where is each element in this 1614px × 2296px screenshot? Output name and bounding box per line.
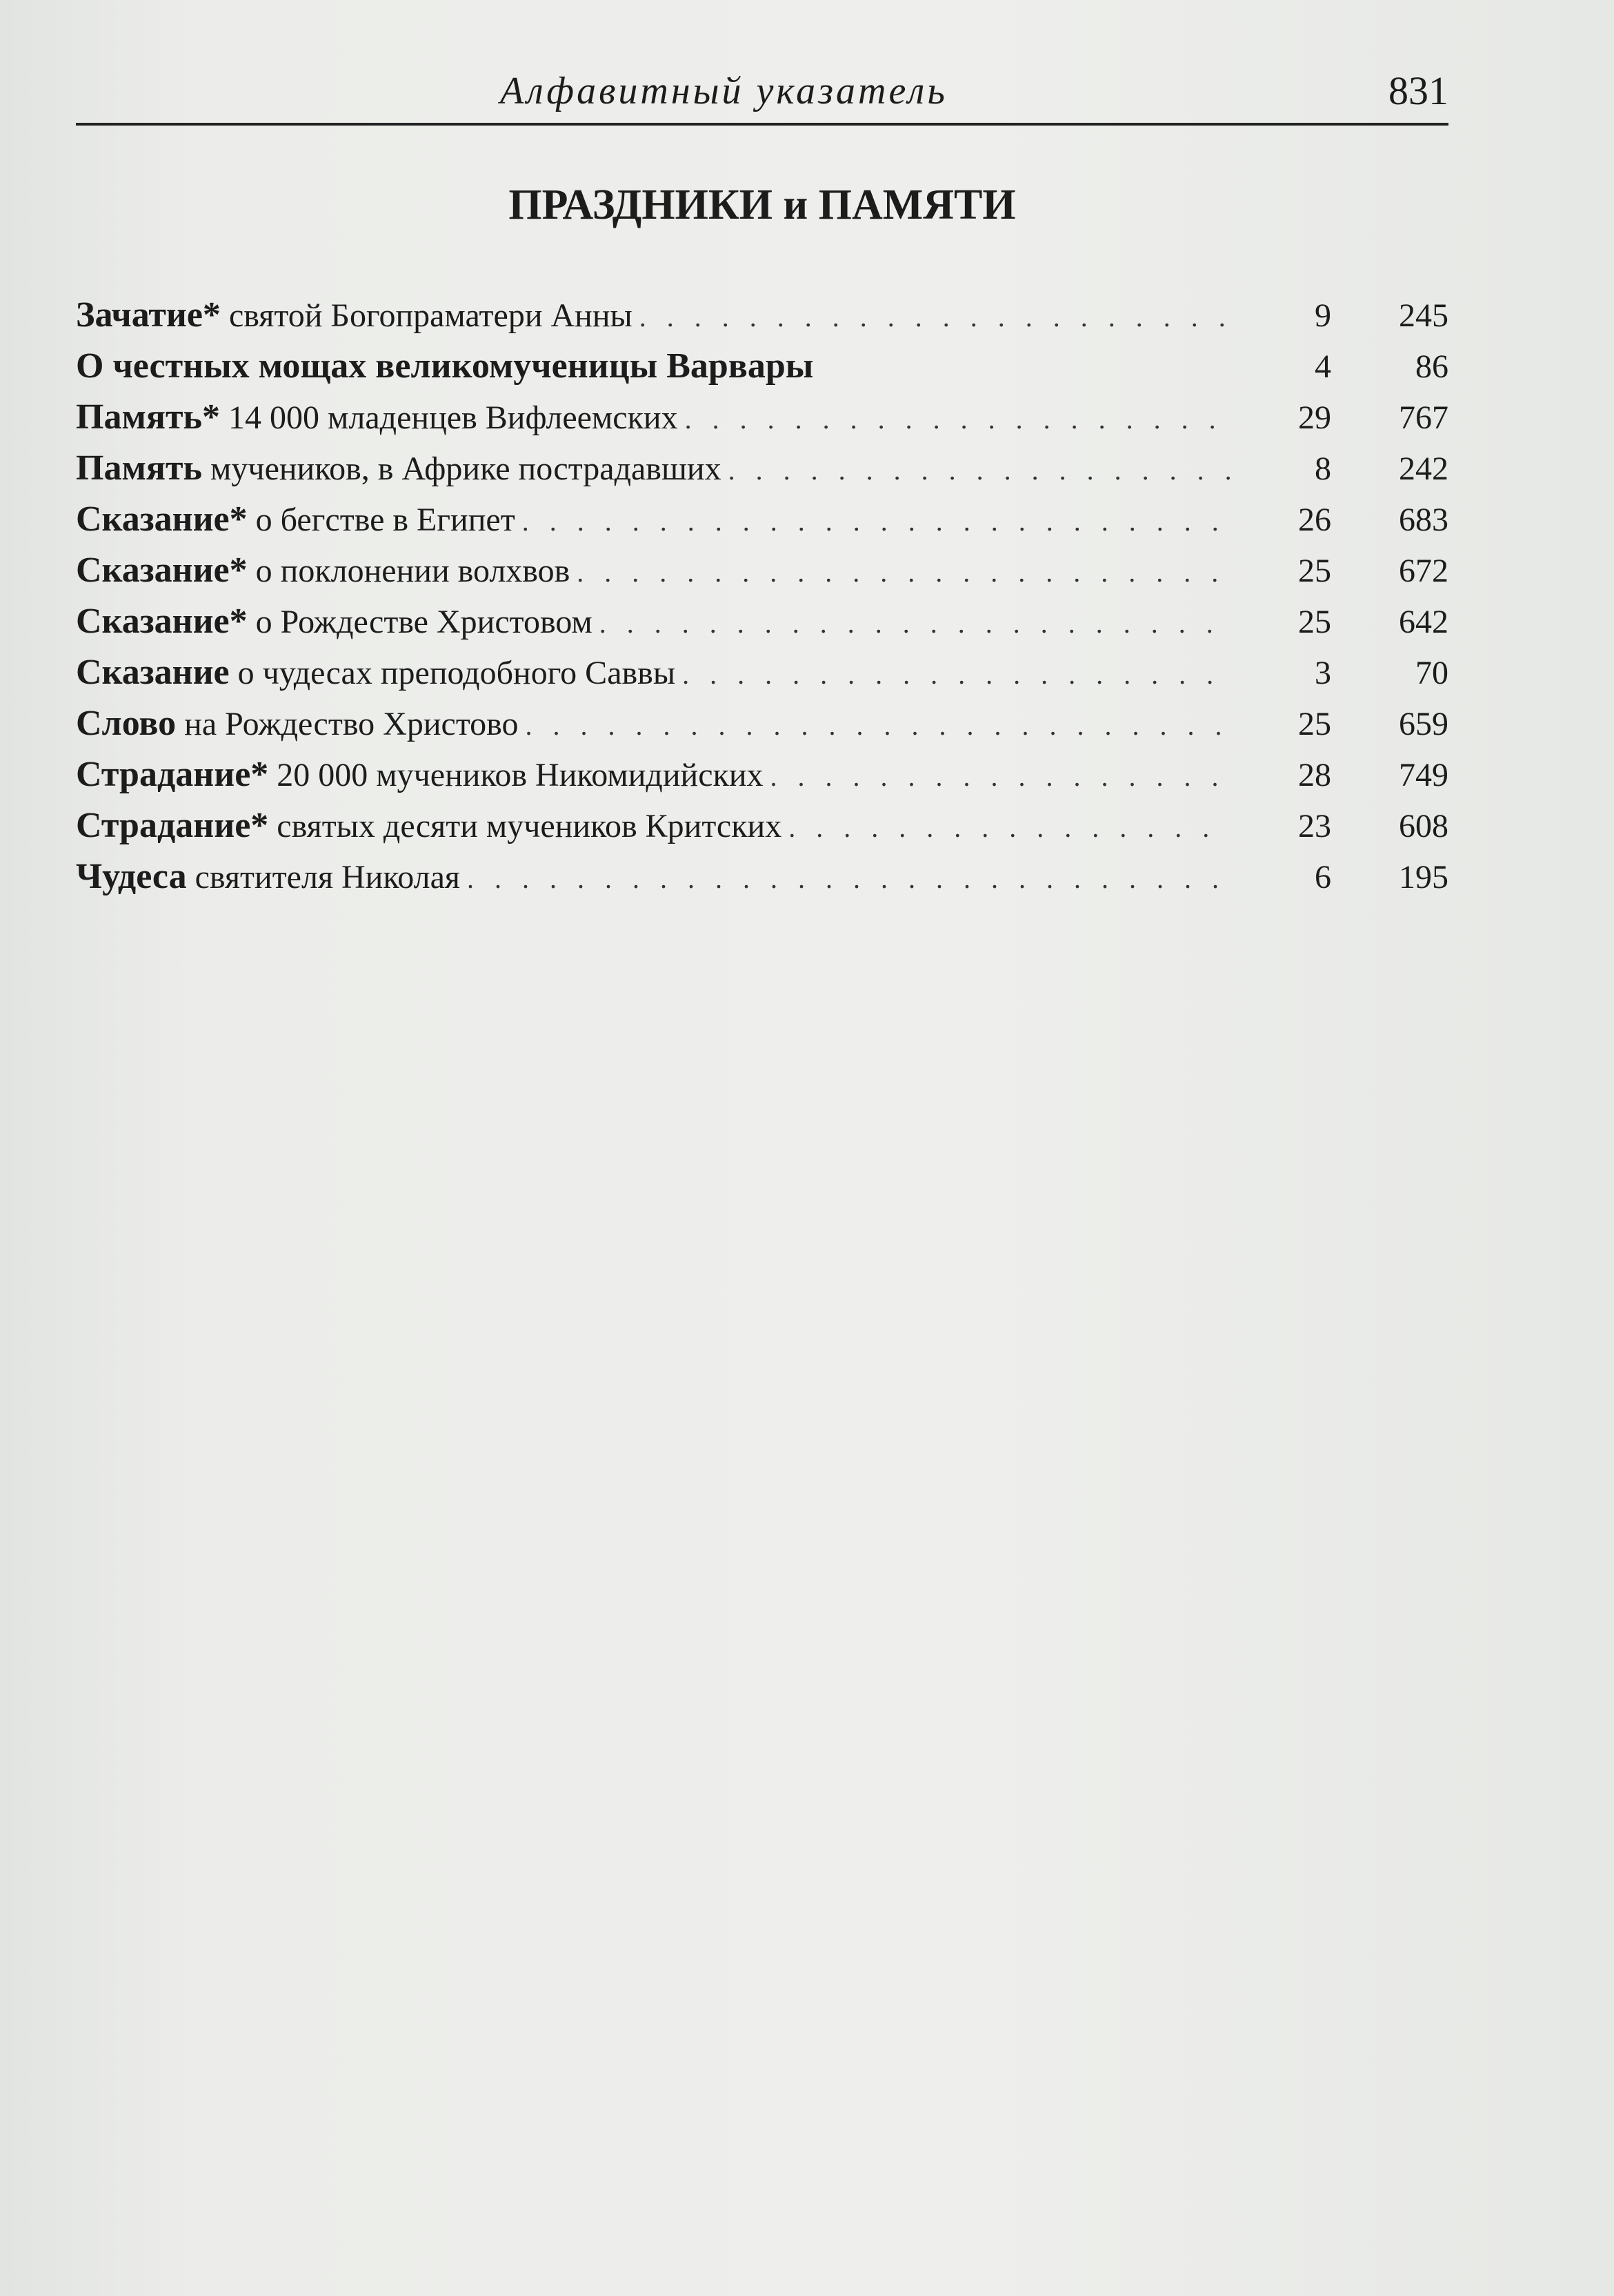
index-entry <box>76 392 1448 443</box>
entry-title <box>76 647 682 699</box>
entry-rest: святителя Николая <box>186 859 460 895</box>
entry-title <box>76 749 770 801</box>
entry-volume: 28 <box>1298 757 1331 793</box>
entry-page: 608 <box>1399 808 1448 844</box>
entry-page: 245 <box>1399 297 1448 334</box>
entry-rest: 14 000 младенцев Вифлеемских <box>220 399 678 436</box>
entry-title <box>76 800 788 852</box>
entry-page: 659 <box>1399 706 1448 742</box>
entry-title <box>76 494 522 546</box>
entry-lead: Сказание <box>76 653 230 692</box>
entry-lead: Страдание* <box>76 755 269 794</box>
entry-lead: Сказание* <box>76 551 248 590</box>
entry-page: 70 <box>1415 655 1448 691</box>
index-entry <box>76 800 1448 851</box>
entry-volume: 4 <box>1315 348 1331 385</box>
entry-volume: 6 <box>1315 859 1331 895</box>
entry-rest: мучеников, в Африке пострадавших <box>202 451 721 487</box>
entry-rest: о поклонении волхвов <box>247 553 570 589</box>
entry-volume: 23 <box>1298 808 1331 844</box>
entry-title <box>76 341 820 393</box>
index-entry <box>76 494 1448 545</box>
running-title: Алфавитный указатель <box>500 70 948 112</box>
index-entry <box>76 443 1448 494</box>
entry-rest: о бегстве в Египет <box>247 502 515 538</box>
index-entry <box>76 290 1448 341</box>
entry-title <box>76 392 685 444</box>
entry-volume: 25 <box>1298 706 1331 742</box>
entry-lead: О честных мощах великомученицы Варвары <box>76 346 814 386</box>
dot-leader <box>685 394 1232 445</box>
header-rule <box>76 123 1448 126</box>
index-entry <box>76 851 1448 902</box>
index-entry <box>76 596 1448 647</box>
index-entry <box>76 749 1448 800</box>
dot-leader <box>526 700 1232 751</box>
entry-volume: 25 <box>1298 553 1331 589</box>
entry-rest: святой Богопраматери Анны <box>220 297 632 334</box>
dot-leader <box>577 547 1232 598</box>
entry-rest: на Рождество Христово <box>176 706 519 742</box>
dot-leader <box>682 649 1232 700</box>
dot-leader <box>770 751 1232 802</box>
entry-title <box>76 290 639 342</box>
index-list <box>76 290 1448 902</box>
entry-page: 642 <box>1399 604 1448 640</box>
dot-leader <box>522 496 1232 547</box>
entry-lead: Страдание* <box>76 806 269 845</box>
index-entry <box>76 545 1448 596</box>
entry-volume: 8 <box>1315 451 1331 487</box>
entry-volume: 25 <box>1298 604 1331 640</box>
entry-lead: Память <box>76 448 203 488</box>
entry-page: 683 <box>1399 502 1448 538</box>
page-number: 831 <box>1388 68 1448 113</box>
entry-lead: Чудеса <box>76 857 187 896</box>
entry-page: 767 <box>1399 399 1448 436</box>
entry-page: 672 <box>1399 553 1448 589</box>
dot-leader <box>599 598 1232 649</box>
entry-title <box>76 851 467 903</box>
entry-page: 242 <box>1399 451 1448 487</box>
entry-title <box>76 596 599 648</box>
entry-rest: святых десяти мучеников Критских <box>268 808 782 844</box>
index-entry <box>76 698 1448 749</box>
dot-leader <box>467 853 1232 904</box>
index-entry <box>76 647 1448 698</box>
entry-volume: 26 <box>1298 502 1331 538</box>
running-head <box>76 62 1448 131</box>
dot-leader <box>728 445 1232 496</box>
entry-volume: 29 <box>1298 399 1331 436</box>
bleed-through-decoration <box>76 1076 1455 2111</box>
entry-page: 86 <box>1415 348 1448 385</box>
entry-rest: о чудесах преподобного Саввы <box>229 655 676 691</box>
entry-lead: Слово <box>76 704 177 743</box>
entry-lead: Память* <box>76 397 221 437</box>
section-title: ПРАЗДНИКИ и ПАМЯТИ <box>508 181 1016 228</box>
entry-title <box>76 443 728 495</box>
entry-page: 749 <box>1399 757 1448 793</box>
dot-leader <box>788 802 1232 853</box>
entry-lead: Зачатие* <box>76 295 221 335</box>
entry-volume: 3 <box>1315 655 1331 691</box>
entry-rest: о Рождестве Христовом <box>247 604 592 640</box>
entry-lead: Сказание* <box>76 602 248 641</box>
entry-title <box>76 698 526 750</box>
entry-title <box>76 545 577 597</box>
dot-leader <box>639 292 1232 343</box>
entry-volume: 9 <box>1315 297 1331 334</box>
index-entry <box>76 341 1448 392</box>
entry-page: 195 <box>1399 859 1448 895</box>
entry-rest: 20 000 мучеников Никомидийских <box>268 757 764 793</box>
entry-lead: Сказание* <box>76 499 248 539</box>
